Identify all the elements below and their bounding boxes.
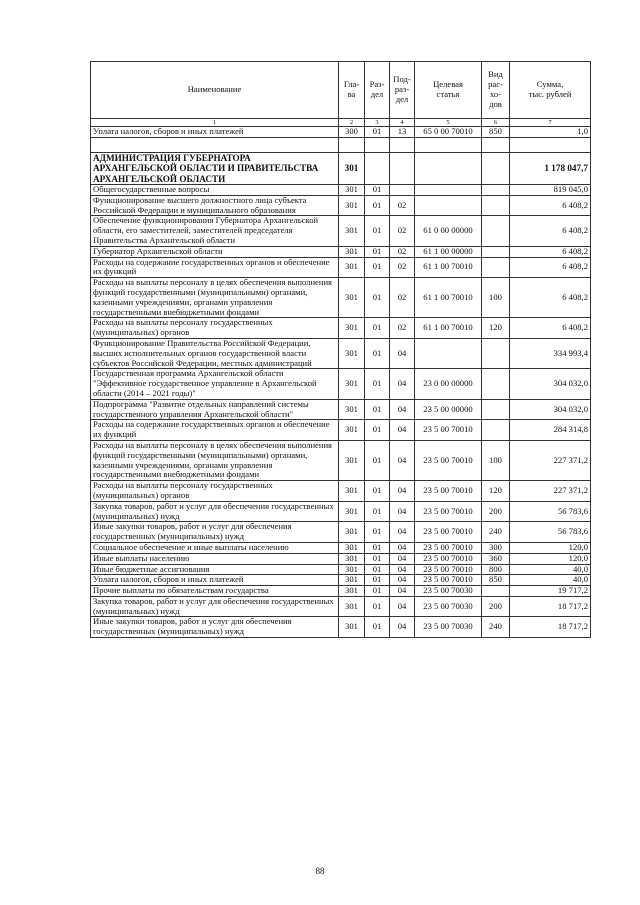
cell-glava: 301	[339, 152, 365, 184]
cell-vid	[482, 137, 510, 152]
cell-glava: 301	[339, 575, 365, 586]
column-number: 7	[510, 119, 591, 127]
cell-razdel: 01	[365, 481, 390, 502]
table-row	[91, 420, 591, 441]
column-number: 6	[482, 119, 510, 127]
cell-tselevaya: 23 5 00 70010	[415, 420, 482, 441]
cell-tselevaya: 23 5 00 70030	[415, 586, 482, 597]
cell-vid	[482, 216, 510, 246]
cell-vid	[482, 152, 510, 184]
table-row	[91, 542, 591, 553]
cell-name: Иные закупки товаров, работ и услуг для обеспечения государственных (муниципальных) нужд	[91, 617, 339, 638]
cell-tselevaya: 23 5 00 70010	[415, 575, 482, 586]
cell-razdel: 01	[365, 246, 390, 257]
table-row	[91, 553, 591, 564]
cell-summa: 56 783,6	[510, 501, 591, 522]
cell-name: Закупка товаров, работ и услуг для обеспечения государственных (муниципальных) нужд	[91, 596, 339, 617]
cell-name: Социальное обеспечение и иные выплаты населению	[91, 542, 339, 553]
table-row	[91, 586, 591, 597]
page-number: 88	[315, 866, 325, 876]
table-row	[91, 481, 591, 502]
table-row	[91, 522, 591, 543]
cell-tselevaya: 61 1 00 70010	[415, 278, 482, 318]
header-summa: Сумма, тыс. рублей	[510, 62, 591, 119]
cell-name: Функционирование высшего должностного лица субъекта Российской Федерации и муниципального образования	[91, 195, 339, 216]
cell-vid	[482, 257, 510, 278]
cell-vid: 200	[482, 501, 510, 522]
cell-summa: 40,0	[510, 564, 591, 575]
cell-razdel: 01	[365, 369, 390, 399]
cell-razdel: 01	[365, 542, 390, 553]
cell-glava: 301	[339, 501, 365, 522]
cell-razdel: 01	[365, 195, 390, 216]
cell-name: Иные выплаты населению	[91, 553, 339, 564]
cell-summa: 56 783,6	[510, 522, 591, 543]
cell-vid: 120	[482, 318, 510, 339]
cell-summa: 1 178 047,7	[510, 152, 591, 184]
cell-summa: 227 371,2	[510, 440, 591, 480]
cell-summa: 6 408,2	[510, 278, 591, 318]
cell-razdel: 01	[365, 318, 390, 339]
header-vid: Вид рас- хо- дов	[482, 62, 510, 119]
cell-razdel	[365, 137, 390, 152]
cell-vid: 360	[482, 553, 510, 564]
table-row	[91, 440, 591, 480]
cell-podrazdel: 02	[390, 195, 415, 216]
cell-summa: 40,0	[510, 575, 591, 586]
table-row	[91, 564, 591, 575]
cell-summa: 120,0	[510, 542, 591, 553]
header-podrazdel: Под- раз- дел	[390, 62, 415, 119]
cell-tselevaya	[415, 185, 482, 196]
cell-razdel: 01	[365, 399, 390, 420]
cell-podrazdel: 13	[390, 127, 415, 138]
header-tselevaya: Целевая статья	[415, 62, 482, 119]
cell-podrazdel: 04	[390, 440, 415, 480]
cell-summa	[510, 137, 591, 152]
cell-glava: 301	[339, 338, 365, 368]
cell-summa: 334 993,4	[510, 338, 591, 368]
cell-razdel: 01	[365, 522, 390, 543]
header-razdel: Раз- дел	[365, 62, 390, 119]
cell-name: АДМИНИСТРАЦИЯ ГУБЕРНАТОРА АРХАНГЕЛЬСКОЙ ОБЛАСТИ И ПРАВИТЕЛЬСТВА АРХАНГЕЛЬСКОЙ ОБЛАСТИ	[91, 152, 339, 184]
cell-razdel	[365, 152, 390, 184]
cell-summa: 227 371,2	[510, 481, 591, 502]
cell-vid	[482, 246, 510, 257]
table-row	[91, 185, 591, 196]
cell-glava: 301	[339, 586, 365, 597]
cell-tselevaya: 23 5 00 70030	[415, 617, 482, 638]
cell-podrazdel: 04	[390, 501, 415, 522]
table-row	[91, 617, 591, 638]
cell-glava: 301	[339, 522, 365, 543]
column-number: 3	[365, 119, 390, 127]
cell-podrazdel: 02	[390, 257, 415, 278]
table-row	[91, 278, 591, 318]
cell-podrazdel: 02	[390, 278, 415, 318]
cell-name: Функционирование Правительства Российской Федерации, высших исполнительных органов государственной власти субъектов Российской Федерации, местных администраций	[91, 338, 339, 368]
table-row	[91, 338, 591, 368]
cell-summa: 6 408,2	[510, 257, 591, 278]
cell-glava: 301	[339, 195, 365, 216]
cell-razdel: 01	[365, 553, 390, 564]
cell-tselevaya: 23 5 00 70010	[415, 440, 482, 480]
cell-vid: 120	[482, 481, 510, 502]
cell-name: Расходы на содержание государственных органов и обеспечение их функций	[91, 257, 339, 278]
cell-vid	[482, 195, 510, 216]
cell-glava: 301	[339, 420, 365, 441]
cell-name: Уплата налогов, сборов и иных платежей	[91, 127, 339, 138]
cell-razdel: 01	[365, 338, 390, 368]
cell-vid: 240	[482, 522, 510, 543]
cell-tselevaya: 23 5 00 70010	[415, 564, 482, 575]
cell-tselevaya: 61 1 00 00000	[415, 246, 482, 257]
table-row	[91, 369, 591, 399]
cell-summa: 1,0	[510, 127, 591, 138]
cell-podrazdel: 04	[390, 522, 415, 543]
cell-summa: 6 408,2	[510, 246, 591, 257]
cell-glava: 301	[339, 369, 365, 399]
table-body	[91, 127, 591, 638]
cell-podrazdel: 04	[390, 420, 415, 441]
cell-podrazdel: 02	[390, 246, 415, 257]
cell-vid	[482, 586, 510, 597]
table-row	[91, 127, 591, 138]
cell-vid	[482, 399, 510, 420]
cell-podrazdel	[390, 152, 415, 184]
cell-vid	[482, 369, 510, 399]
cell-name: Уплата налогов, сборов и иных платежей	[91, 575, 339, 586]
cell-name: Губернатор Архангельской области	[91, 246, 339, 257]
cell-name: Подпрограмма "Развитие отдельных направлений системы государственного управления Архангельской области"	[91, 399, 339, 420]
cell-summa: 120,0	[510, 553, 591, 564]
column-number: 2	[339, 119, 365, 127]
cell-razdel: 01	[365, 185, 390, 196]
cell-name: Иные закупки товаров, работ и услуг для обеспечения государственных (муниципальных) нужд	[91, 522, 339, 543]
cell-tselevaya	[415, 338, 482, 368]
cell-podrazdel: 04	[390, 481, 415, 502]
cell-tselevaya: 23 5 00 70010	[415, 553, 482, 564]
cell-glava: 301	[339, 216, 365, 246]
cell-summa: 18 717,2	[510, 617, 591, 638]
cell-glava: 301	[339, 596, 365, 617]
cell-vid: 850	[482, 127, 510, 138]
cell-summa: 6 408,2	[510, 216, 591, 246]
cell-name: Прочие выплаты по обязательствам государства	[91, 586, 339, 597]
cell-name: Расходы на выплаты персоналу в целях обеспечения выполнения функций государственными (муниципальными) органами, казенными учреждениями, органами управления государственными внебюджетными фондами	[91, 440, 339, 480]
cell-tselevaya: 61 0 00 00000	[415, 216, 482, 246]
cell-vid: 200	[482, 596, 510, 617]
cell-summa: 284 314,8	[510, 420, 591, 441]
cell-name: Расходы на содержание государственных органов и обеспечение их функций	[91, 420, 339, 441]
cell-vid	[482, 338, 510, 368]
cell-vid: 300	[482, 542, 510, 553]
cell-glava: 301	[339, 542, 365, 553]
cell-tselevaya: 23 5 00 70030	[415, 596, 482, 617]
cell-glava: 301	[339, 440, 365, 480]
cell-razdel: 01	[365, 564, 390, 575]
cell-razdel: 01	[365, 586, 390, 597]
cell-name	[91, 137, 339, 152]
cell-tselevaya	[415, 152, 482, 184]
cell-glava: 301	[339, 399, 365, 420]
cell-summa: 819 045,0	[510, 185, 591, 196]
cell-glava: 301	[339, 257, 365, 278]
cell-glava: 300	[339, 127, 365, 138]
cell-razdel: 01	[365, 127, 390, 138]
column-number: 4	[390, 119, 415, 127]
cell-vid: 850	[482, 575, 510, 586]
table-row	[91, 246, 591, 257]
cell-name: Общегосударственные вопросы	[91, 185, 339, 196]
cell-glava: 301	[339, 553, 365, 564]
cell-tselevaya: 61 1 00 70010	[415, 318, 482, 339]
table-row	[91, 501, 591, 522]
cell-tselevaya: 65 0 00 70010	[415, 127, 482, 138]
cell-summa: 19 717,2	[510, 586, 591, 597]
header-name: Наименование	[91, 62, 339, 119]
table-row	[91, 596, 591, 617]
cell-vid	[482, 185, 510, 196]
header-glava: Гла- ва	[339, 62, 365, 119]
cell-podrazdel	[390, 137, 415, 152]
cell-name: Закупка товаров, работ и услуг для обеспечения государственных (муниципальных) нужд	[91, 501, 339, 522]
cell-razdel: 01	[365, 420, 390, 441]
cell-razdel: 01	[365, 617, 390, 638]
cell-summa: 6 408,2	[510, 195, 591, 216]
cell-tselevaya: 23 0 00 00000	[415, 369, 482, 399]
column-number: 1	[91, 119, 339, 127]
table-row	[91, 257, 591, 278]
cell-razdel: 01	[365, 216, 390, 246]
cell-tselevaya: 23 5 00 70010	[415, 522, 482, 543]
cell-podrazdel: 04	[390, 586, 415, 597]
table-row	[91, 216, 591, 246]
cell-podrazdel: 04	[390, 542, 415, 553]
cell-vid	[482, 420, 510, 441]
budget-table	[90, 61, 591, 638]
table-row	[91, 318, 591, 339]
cell-podrazdel: 04	[390, 338, 415, 368]
cell-vid: 800	[482, 564, 510, 575]
cell-name: Расходы на выплаты персоналу в целях обеспечения выполнения функций государственными (муниципальными) органами, казенными учреждениями, органами управления государственными внебюджетными фондами	[91, 278, 339, 318]
cell-tselevaya: 23 5 00 70010	[415, 542, 482, 553]
cell-name: Расходы на выплаты персоналу государственных (муниципальных) органов	[91, 318, 339, 339]
cell-name: Иные бюджетные ассигнования	[91, 564, 339, 575]
cell-glava	[339, 137, 365, 152]
cell-glava: 301	[339, 185, 365, 196]
cell-podrazdel: 04	[390, 617, 415, 638]
cell-tselevaya: 23 5 00 70010	[415, 501, 482, 522]
cell-summa: 6 408,2	[510, 318, 591, 339]
table-header	[91, 62, 591, 127]
cell-podrazdel: 02	[390, 318, 415, 339]
cell-summa: 304 032,0	[510, 369, 591, 399]
cell-razdel: 01	[365, 596, 390, 617]
cell-glava: 301	[339, 617, 365, 638]
table-row	[91, 137, 591, 152]
table-row	[91, 195, 591, 216]
cell-podrazdel: 02	[390, 216, 415, 246]
cell-glava: 301	[339, 564, 365, 575]
column-number: 5	[415, 119, 482, 127]
table-row	[91, 399, 591, 420]
cell-summa: 304 032,0	[510, 399, 591, 420]
cell-podrazdel: 04	[390, 553, 415, 564]
cell-vid: 100	[482, 440, 510, 480]
cell-vid: 240	[482, 617, 510, 638]
cell-podrazdel: 04	[390, 596, 415, 617]
cell-glava: 301	[339, 278, 365, 318]
cell-podrazdel: 04	[390, 575, 415, 586]
cell-name: Обеспечение функционирования Губернатора Архангельской области, его заместителей, заместителей председателя Правительства Архангельской области	[91, 216, 339, 246]
cell-podrazdel: 04	[390, 564, 415, 575]
cell-razdel: 01	[365, 501, 390, 522]
cell-razdel: 01	[365, 440, 390, 480]
table-row	[91, 575, 591, 586]
cell-tselevaya	[415, 195, 482, 216]
cell-summa: 18 717,2	[510, 596, 591, 617]
cell-glava: 301	[339, 481, 365, 502]
cell-podrazdel: 04	[390, 369, 415, 399]
cell-vid: 100	[482, 278, 510, 318]
cell-razdel: 01	[365, 257, 390, 278]
cell-glava: 301	[339, 318, 365, 339]
cell-tselevaya: 23 5 00 70010	[415, 481, 482, 502]
cell-razdel: 01	[365, 278, 390, 318]
cell-tselevaya: 23 5 00 00000	[415, 399, 482, 420]
cell-name: Расходы на выплаты персоналу государственных (муниципальных) органов	[91, 481, 339, 502]
cell-glava: 301	[339, 246, 365, 257]
cell-tselevaya: 61 1 00 70010	[415, 257, 482, 278]
cell-podrazdel: 04	[390, 399, 415, 420]
cell-tselevaya	[415, 137, 482, 152]
cell-razdel: 01	[365, 575, 390, 586]
table-row	[91, 152, 591, 184]
cell-podrazdel	[390, 185, 415, 196]
cell-name: Государственная программа Архангельской области "Эффективное государственное управление в Архангельской области (2014 – 2021 годы)"	[91, 369, 339, 399]
